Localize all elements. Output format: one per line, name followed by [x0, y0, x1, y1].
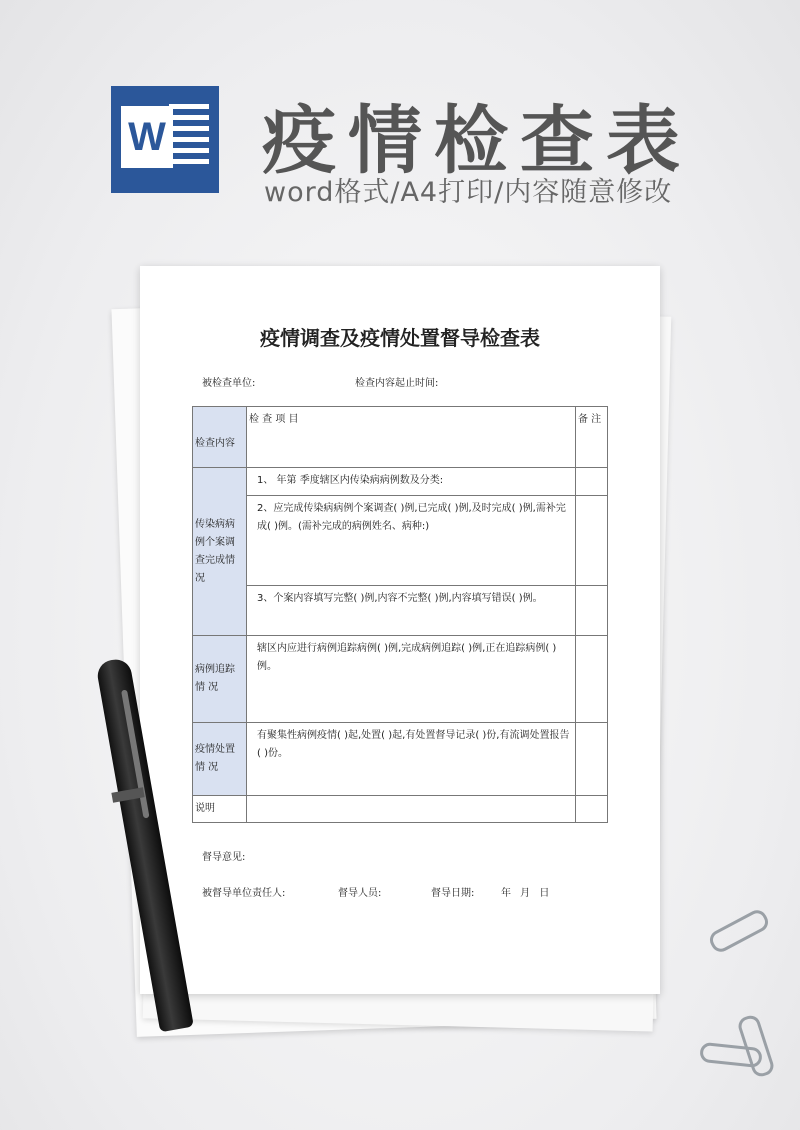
word-letter-icon: W — [121, 106, 173, 168]
supervisor-label: 督导人员: — [338, 888, 382, 899]
opinion-label: 督导意见: — [202, 852, 246, 863]
remark-cell — [576, 723, 608, 796]
banner-title: 疫情检查表 — [262, 98, 692, 184]
table-header-row — [193, 407, 608, 468]
document-page — [140, 266, 660, 994]
table-row — [193, 636, 608, 723]
remark-cell — [576, 636, 608, 723]
remark-cell — [576, 496, 608, 586]
row-item-3: 3、个案内容填写完整( )例,内容不完整( )例,内容填写错误( )例。 — [247, 586, 576, 636]
table-row — [193, 468, 608, 496]
row-label-case-tracking: 病例追踪情 况 — [193, 636, 247, 723]
table-row — [193, 796, 608, 823]
period-label: 检查内容起止时间: — [355, 378, 439, 389]
header-remarks-cell: 备 注 — [576, 407, 608, 468]
document-title: 疫情调查及疫情处置督导检查表 — [260, 326, 540, 350]
inspected-unit-label: 被检查单位: — [202, 378, 256, 389]
row-item-1: 1、 年第 季度辖区内传染病病例数及分类: — [247, 468, 576, 496]
table-row — [193, 586, 608, 636]
date-units: 年 月 日 — [501, 888, 550, 899]
document-lines-icon — [169, 104, 209, 174]
header-items-cell: 检 查 项 目 — [247, 407, 576, 468]
row-item-4: 辖区内应进行病例追踪病例( )例,完成病例追踪( )例,正在追踪病例( )例。 — [247, 636, 576, 723]
remark-cell — [576, 468, 608, 496]
row-label-case-investigation: 传染病病例个案调查完成情况 — [193, 468, 247, 636]
table-row — [193, 723, 608, 796]
remark-cell — [576, 796, 608, 823]
header-content-cell: 检查内容 — [193, 407, 247, 468]
row-label-notes: 说明 — [193, 796, 247, 823]
row-item-notes — [247, 796, 576, 823]
row-item-5: 有聚集性病例疫情( )起,处置( )起,有处置督导记录( )份,有流调处置报告( )份。 — [247, 723, 576, 796]
row-item-2: 2、应完成传染病病例个案调查( )例,已完成( )例,及时完成( )例,需补完成( )例。(需补完成的病例姓名、病种:) — [247, 496, 576, 586]
date-label: 督导日期: — [431, 888, 475, 899]
table-row — [193, 496, 608, 586]
row-label-outbreak-handling: 疫情处置情 况 — [193, 723, 247, 796]
responsible-label: 被督导单位责任人: — [202, 888, 286, 899]
remark-cell — [576, 586, 608, 636]
banner-subtitle: word格式/A4打印/内容随意修改 — [264, 177, 673, 208]
word-logo — [111, 86, 219, 193]
inspection-table — [192, 406, 608, 823]
